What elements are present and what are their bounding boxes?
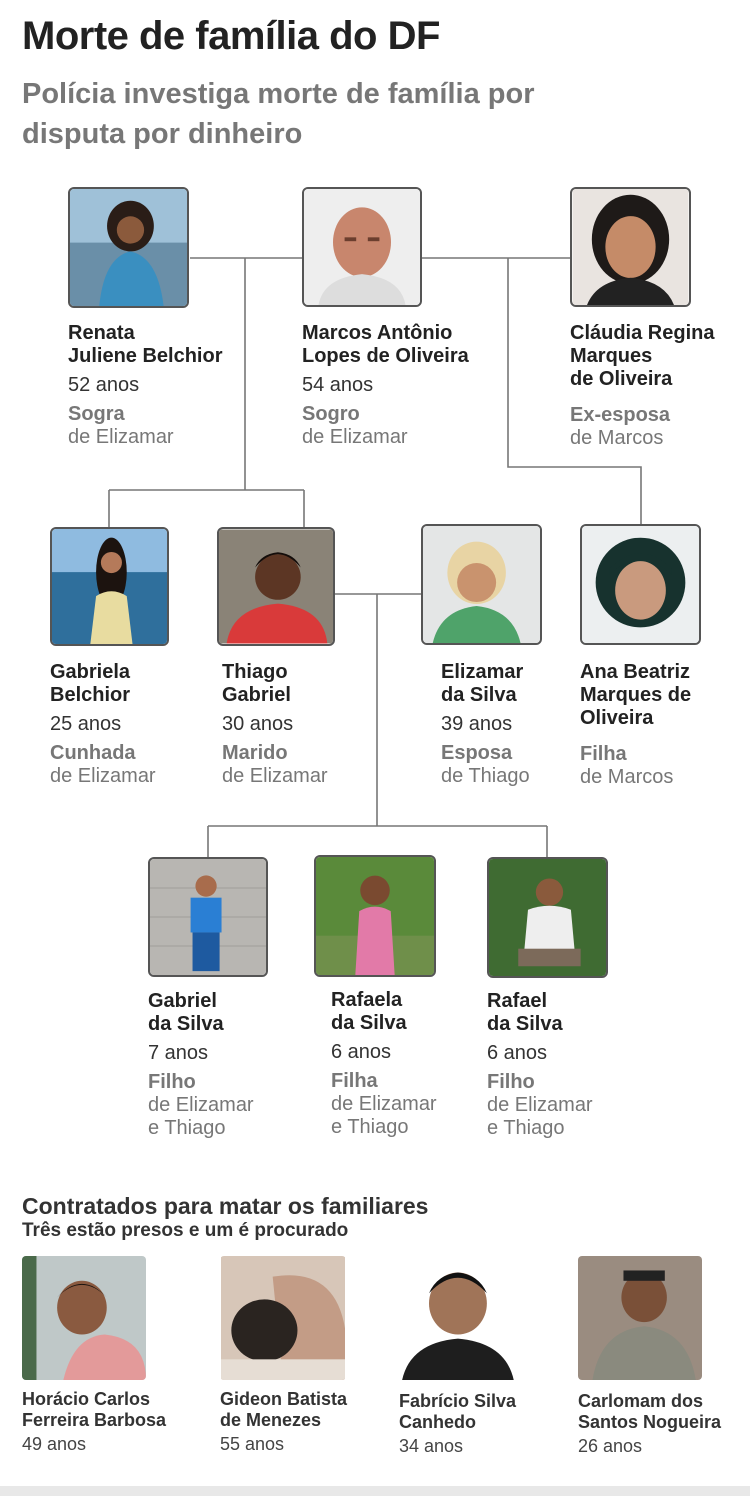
- person-age: 6 anos: [487, 1042, 548, 1064]
- hired-name: Carlomam dos Santos Nogueira: [578, 1391, 722, 1432]
- person-rafael: [487, 990, 593, 1140]
- person-age: 54 anos: [302, 374, 374, 396]
- photo-elizamar: [421, 524, 542, 645]
- page-title: Morte de família do DF: [22, 14, 440, 58]
- hired-person-gideon: [220, 1389, 347, 1455]
- hired-person-carlomam: [578, 1391, 721, 1457]
- person-name: Gabriel da Silva: [148, 990, 224, 1035]
- hired-person-fabricio: [399, 1391, 516, 1457]
- person-elizamar: [441, 661, 530, 788]
- photo-renata: [68, 187, 189, 308]
- photo-fabricio: [398, 1256, 522, 1380]
- person-relation: Filho: [487, 1071, 535, 1093]
- page-subtitle: Polícia investiga morte de família por disputa por dinheiro: [22, 78, 535, 150]
- photo-marcos: [302, 187, 422, 307]
- person-relation-of: de Marcos: [580, 766, 674, 788]
- person-name: Rafael da Silva: [487, 990, 563, 1035]
- person-relation: Filha: [331, 1070, 378, 1092]
- person-renata: [68, 322, 223, 449]
- photo-rafaela: [314, 855, 436, 977]
- person-age: 39 anos: [441, 713, 513, 735]
- photo-gideon: [220, 1256, 346, 1380]
- person-age: 6 anos: [331, 1041, 392, 1063]
- hired-age: 26 anos: [578, 1436, 643, 1456]
- person-relation: Cunhada: [50, 742, 136, 764]
- person-age: 30 anos: [222, 713, 294, 735]
- person-age: 25 anos: [50, 713, 122, 735]
- person-age: 7 anos: [148, 1042, 209, 1064]
- hired-age: 49 anos: [22, 1434, 87, 1454]
- person-name: Renata Juliene Belchior: [68, 322, 223, 367]
- hired-age: 34 anos: [399, 1436, 464, 1456]
- person-relation: Sogra: [68, 403, 125, 425]
- person-relation-of: de Elizamar: [68, 426, 174, 448]
- person-name: Ana Beatriz Marques de Oliveira: [580, 661, 692, 729]
- person-marcos: [302, 322, 469, 449]
- photo-carlomam: [578, 1256, 702, 1380]
- person-ana: [580, 661, 691, 789]
- person-relation: Ex-esposa: [570, 404, 671, 426]
- person-relation: Filha: [580, 743, 627, 765]
- person-name: Gabriela Belchior: [50, 661, 131, 706]
- person-relation: Marido: [222, 742, 288, 764]
- person-claudia: [570, 322, 714, 450]
- person-name: Elizamar da Silva: [441, 661, 524, 706]
- person-gabriel: [148, 990, 254, 1140]
- hired-name: Horácio Carlos Ferreira Barbosa: [22, 1389, 167, 1430]
- person-thiago: [222, 661, 328, 788]
- person-gabriela: [50, 661, 156, 788]
- photo-rafael: [487, 857, 608, 978]
- hired-name: Gideon Batista de Menezes: [220, 1389, 348, 1430]
- person-name: Cláudia Regina Marques de Oliveira: [570, 322, 715, 390]
- person-name: Marcos Antônio Lopes de Oliveira: [302, 322, 469, 367]
- photo-claudia: [570, 187, 691, 307]
- person-name: Thiago Gabriel: [222, 661, 291, 706]
- person-relation-of: de Elizamar: [222, 765, 328, 787]
- person-relation-of: de Marcos: [570, 427, 664, 449]
- person-relation-of: de Thiago: [441, 765, 530, 787]
- hired-heading: Contratados para matar os familiares: [22, 1193, 429, 1219]
- hired-name: Fabrício Silva Canhedo: [399, 1391, 517, 1432]
- bottom-bar: [0, 1486, 750, 1496]
- person-relation-of: de Elizamar: [302, 426, 408, 448]
- person-relation-of: de Elizamar: [50, 765, 156, 787]
- photo-thiago: [217, 527, 335, 646]
- person-relation: Sogro: [302, 403, 360, 425]
- person-relation: Filho: [148, 1071, 196, 1093]
- photo-gabriel: [148, 857, 268, 977]
- photo-horacio: [22, 1256, 146, 1380]
- person-rafaela: [331, 989, 437, 1139]
- person-relation: Esposa: [441, 742, 513, 764]
- person-name: Rafaela da Silva: [331, 989, 407, 1034]
- person-relation-of: de Elizamar e Thiago: [148, 1094, 254, 1139]
- photo-ana: [580, 524, 701, 645]
- hired-person-horacio: [22, 1389, 166, 1455]
- hired-age: 55 anos: [220, 1434, 285, 1454]
- person-relation-of: de Elizamar e Thiago: [487, 1094, 593, 1139]
- photo-gabriela: [50, 527, 169, 646]
- person-age: 52 anos: [68, 374, 140, 396]
- person-relation-of: de Elizamar e Thiago: [331, 1093, 437, 1138]
- hired-subheading: Três estão presos e um é procurado: [22, 1220, 349, 1241]
